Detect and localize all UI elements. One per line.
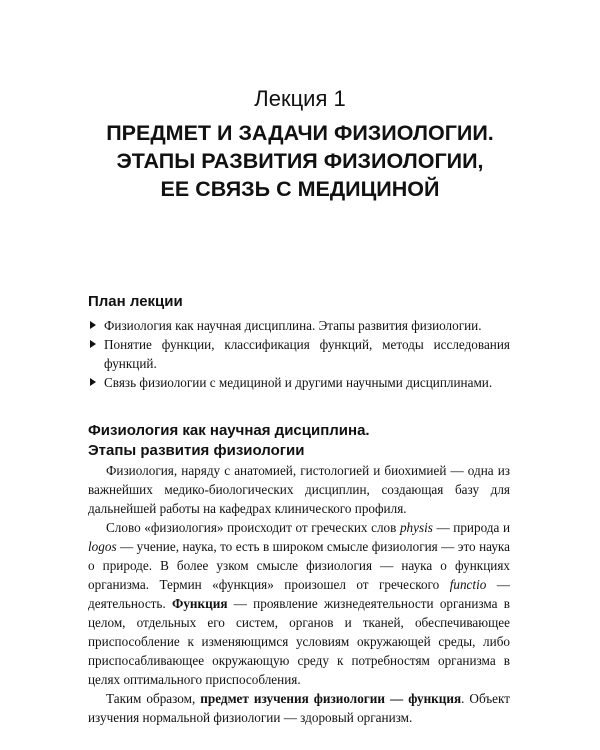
title-line: ЕЕ СВЯЗЬ С МЕДИЦИНОЙ <box>160 177 440 201</box>
text-run: — природа и <box>432 520 511 535</box>
section-heading-line: Физиология как научная дисциплина. <box>88 422 370 439</box>
plan-heading: План лекции <box>88 293 183 310</box>
plan-item-text: Связь физиологии с медициной и другими научными дисциплинами. <box>104 375 493 390</box>
term-function: Функция <box>172 596 228 611</box>
paragraph: Физиология, наряду с анатомией, гистологией и биохимией — одна из важнейших медико-биологических дисциплин, создающая базу для дальнейшей работы на кафедрах клинического профиля. <box>88 463 510 516</box>
lecture-title <box>0 119 600 203</box>
text-run: Таким образом, <box>106 691 201 706</box>
plan-item <box>104 316 510 335</box>
text-run: — деятельность. <box>88 577 510 611</box>
plan-item-text: Физиология как научная дисциплина. Этапы развития физиологии. <box>104 318 482 333</box>
title-line: ПРЕДМЕТ И ЗАДАЧИ ФИЗИОЛОГИИ. <box>106 121 494 145</box>
subject-definition: предмет изучения физиологии — функция <box>200 691 462 706</box>
section-heading <box>88 421 370 461</box>
triangle-bullet-icon <box>90 340 96 348</box>
plan-item-text: Понятие функции, классификация функций, методы исследования функций. <box>104 337 510 371</box>
term-functio: functio <box>449 577 487 592</box>
text-run: — учение, наука, то есть в широком смысле физиология — это наука о природе. В более узком смысле физиология — наука о функциях организма. Термин «функция» произошел от греческого <box>88 539 510 592</box>
triangle-bullet-icon <box>90 321 96 329</box>
text-run: Слово «физиология» происходит от греческих слов <box>106 520 400 535</box>
section-body <box>88 461 510 727</box>
term-physis: physis <box>399 520 433 535</box>
plan-item <box>104 335 510 373</box>
title-line: ЭТАПЫ РАЗВИТИЯ ФИЗИОЛОГИИ, <box>116 149 484 173</box>
section-heading-line: Этапы развития физиологии <box>88 442 305 459</box>
plan-item <box>104 373 510 392</box>
term-logos: logos <box>88 539 117 554</box>
paragraph <box>88 518 510 689</box>
text-run: . Объект изучения нормальной физиологии — здоровый организм. <box>88 691 510 725</box>
triangle-bullet-icon <box>90 378 96 386</box>
text-run: — проявление жизнедеятельности организма в целом, отдельных его систем, органов и тканей, обеспечивающее приспособление к изменяющимся условиям окружающей среды, либо приспосабливающее окружающую среду к потребностям организма в целях оптимального приспособления. <box>88 596 511 687</box>
plan-list <box>104 316 510 392</box>
paragraph <box>88 689 510 727</box>
lecture-number: Лекция 1 <box>254 86 346 111</box>
